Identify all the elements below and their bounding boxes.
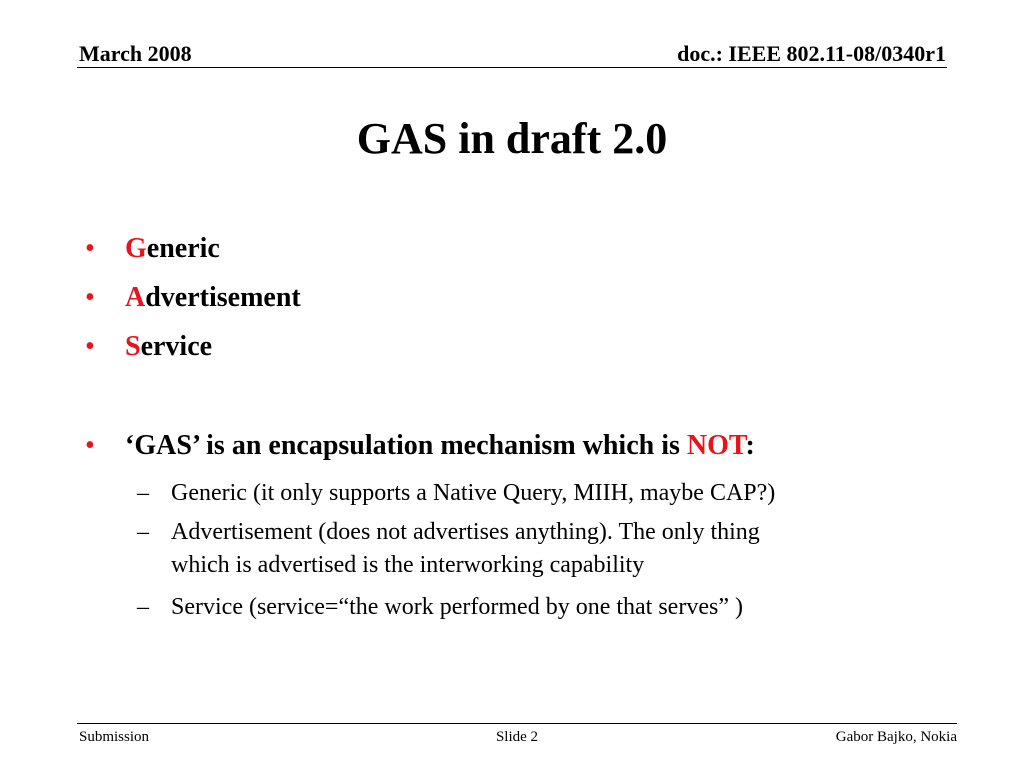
bullet-icon: • xyxy=(85,233,95,264)
bullet-text xyxy=(125,232,220,266)
main-point-text: ‘GAS’ is an encapsulation mechanism which is xyxy=(125,430,687,461)
bullet-text xyxy=(125,281,301,315)
main-point-highlight: NOT xyxy=(686,430,746,461)
acronym-rest: eneric xyxy=(146,233,220,264)
footer-divider xyxy=(77,723,957,724)
bullet-icon: • xyxy=(85,282,95,313)
sub-point-text: Generic (it only supports a Native Query, MIIH, maybe CAP?) xyxy=(171,480,776,506)
footer-submission: Submission xyxy=(79,729,150,745)
header-date: March 2008 xyxy=(79,41,192,66)
bullet-icon: • xyxy=(85,430,95,461)
footer-slide-number: Slide 2 xyxy=(495,729,539,745)
dash-icon: – xyxy=(137,480,149,506)
sub-point-text: Service (service=“the work performed by one that serves” ) xyxy=(171,594,743,620)
acronym-rest: dvertisement xyxy=(145,282,301,313)
sub-point-text: Advertisement (does not advertises anything). The only thing xyxy=(171,519,760,545)
footer-author: Gabor Bajko, Nokia xyxy=(835,729,957,745)
dash-icon: – xyxy=(137,594,149,620)
dash-icon: – xyxy=(137,519,149,545)
acronym-initial: G xyxy=(125,233,147,264)
acronym-initial: S xyxy=(125,331,141,362)
header-doc-id: doc.: IEEE 802.11-08/0340r1 xyxy=(677,41,946,66)
slide-title: GAS in draft 2.0 xyxy=(356,114,668,163)
main-point-colon: : xyxy=(745,430,755,461)
sub-point-text: which is advertised is the interworking capability xyxy=(171,552,645,578)
bullet-text xyxy=(125,330,212,364)
bullet-text xyxy=(125,429,755,463)
acronym-initial: A xyxy=(125,282,146,313)
bullet-icon: • xyxy=(85,331,95,362)
acronym-rest: ervice xyxy=(140,331,213,362)
header-divider xyxy=(77,67,947,68)
